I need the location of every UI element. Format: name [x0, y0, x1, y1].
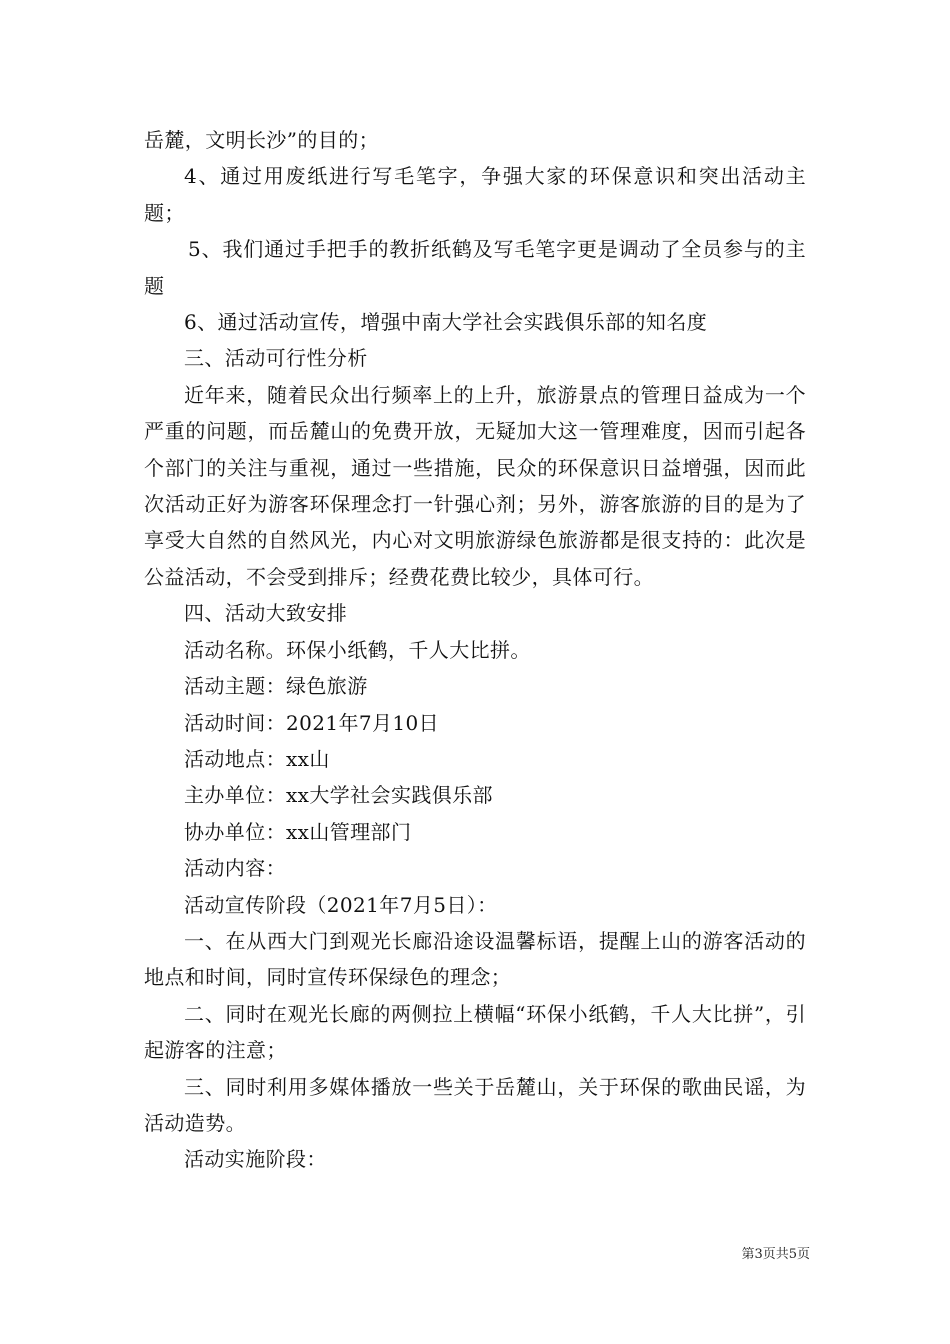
paragraph-2: 4、通过用废纸进行写毛笔字，争强大家的环保意识和突出活动主题；: [144, 164, 806, 225]
activity-name-line: 活动名称。环保小纸鹤，千人大比拼。: [184, 637, 531, 662]
paragraph-3: 5、我们通过手把手的教折纸鹤及写毛笔字更是调动了全员参与的主题: [144, 237, 806, 298]
activity-content-line: 活动内容：: [184, 856, 286, 881]
paragraph-feasibility: 近年来，随着民众出行频率上的上升，旅游景点的管理日益成为一个严重的问题，而岳麓山的免费开放，无疑加大这一管理难度，因而引起各个部门的关注与重视，通过一些措施，民众的环保意识日益增强，因而此次活动正好为游客环保理念打一针强心剂；另外，游客旅游的目的是为了享受大自然的自然风光，内心对文明旅游绿色旅游都是很支持的：此次是公益活动，不会受到排斥；经费花费比较少，具体可行。: [144, 382, 806, 589]
promotion-item-1: 一、在从西大门到观光长廊沿途设温馨标语，提醒上山的游客活动的地点和时间，同时宣传环保绿色的理念；: [144, 928, 806, 990]
activity-theme-line: 活动主题：绿色旅游: [184, 674, 368, 699]
implementation-stage-line: 活动实施阶段：: [184, 1147, 327, 1172]
promotion-stage-line: 活动宣传阶段（2021年7月5日）：: [184, 892, 498, 917]
document-body: [144, 122, 806, 1178]
promotion-item-3: 三、同时利用多媒体播放一些关于岳麓山，关于环保的歌曲民谣，为活动造势。: [144, 1074, 806, 1135]
section-heading-arrangement: 四、活动大致安排: [184, 601, 348, 626]
organizer-line: 主办单位：xx大学社会实践俱乐部: [184, 783, 493, 808]
activity-time-line: 活动时间：2021年7月10日: [184, 710, 440, 735]
page-number: 第3页共5页: [741, 1247, 810, 1262]
promotion-item-2: 二、同时在观光长廊的两侧拉上横幅“环保小纸鹤，千人大比拼”，引起游客的注意；: [144, 1001, 806, 1063]
section-heading-feasibility: 三、活动可行性分析: [184, 346, 368, 371]
paragraph-4: 6、通过活动宣传，增强中南大学社会实践俱乐部的知名度: [184, 310, 708, 335]
activity-location-line: 活动地点：xx山: [184, 746, 330, 771]
co-organizer-line: 协办单位：xx山管理部门: [184, 819, 412, 844]
paragraph-1: 岳麓，文明长沙”的目的；: [144, 128, 380, 152]
